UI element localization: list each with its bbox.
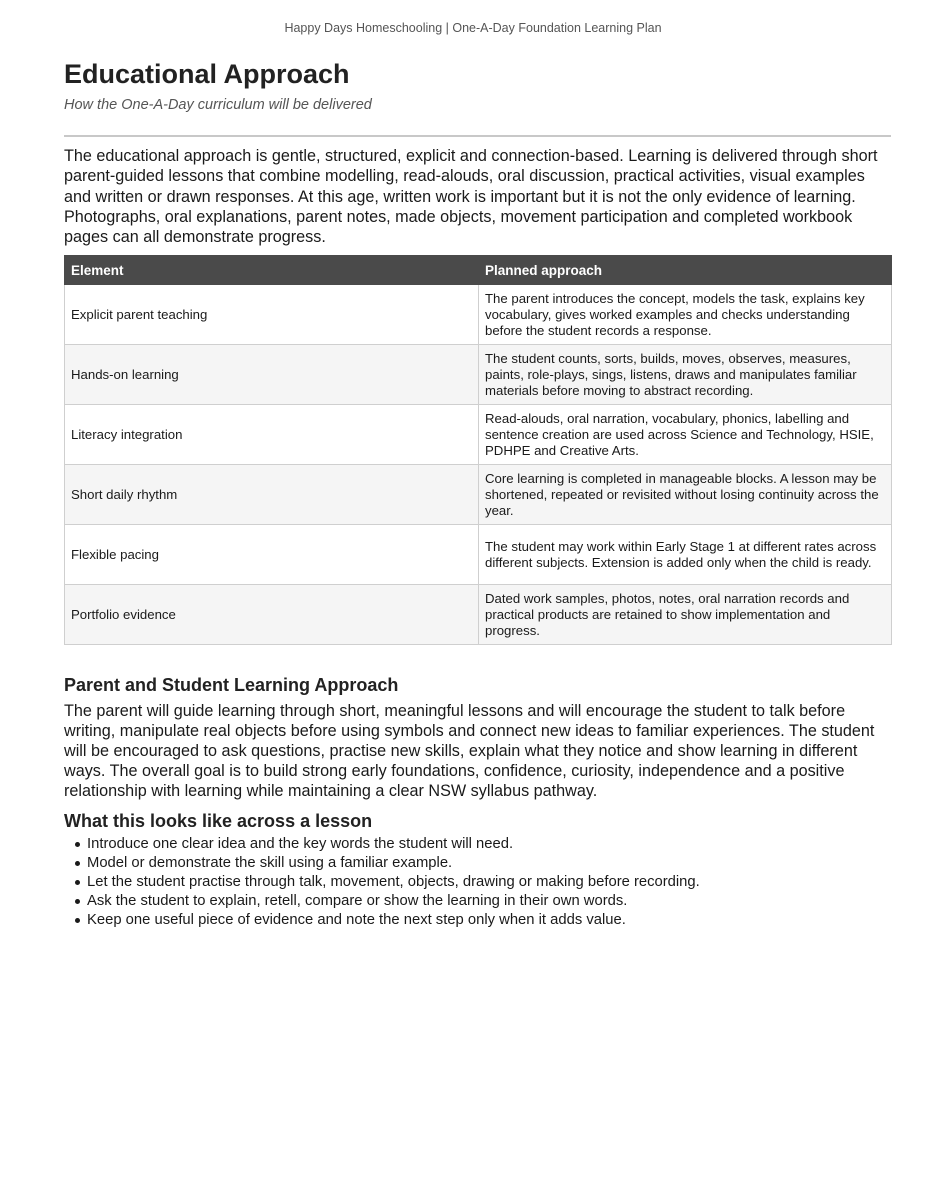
running-header: Happy Days Homeschooling | One-A-Day Foundation Learning Plan: [284, 21, 662, 35]
table-row: [65, 465, 892, 525]
list-item: Ask the student to explain, retell, compare or show the learning in their own words.: [87, 892, 891, 911]
section-body-parent-student: The parent will guide learning through short, meaningful lessons and will encourage the student to talk before writing, manipulate real objects before using symbols and connect new ideas to familiar experiences. The student will be encouraged to ask questions, practise new skills, explain what they notice and show learning in different ways. The overall goal is to build strong early foundations, confidence, curiosity, independence and a positive relationship with learning while maintaining a clear NSW syllabus pathway.: [64, 702, 875, 801]
list-item: Keep one useful piece of evidence and note the next step only when it adds value.: [87, 911, 891, 930]
section-heading-parent-student: Parent and Student Learning Approach: [64, 675, 399, 696]
table-row: [65, 525, 892, 585]
lesson-steps-list: [64, 835, 891, 929]
table-row: [65, 405, 892, 465]
intro-paragraph: The educational approach is gentle, structured, explicit and connection-based. Learning is delivered through short parent-guided lessons that combine modelling, read-alouds, oral discussion, practical activities, visual examples and written or drawn responses. At this age, written work is important but it is not the only evidence of learning. Photographs, oral explanations, parent notes, made objects, movement participation and completed workbook pages can all demonstrate progress.: [64, 147, 878, 247]
table-row: [65, 285, 892, 345]
list-item: Let the student practise through talk, movement, objects, drawing or making before recording.: [87, 873, 891, 892]
page-content: [64, 56, 891, 929]
table-row: [65, 585, 892, 645]
element-cell: Portfolio evidence: [65, 585, 479, 645]
approach-cell: Dated work samples, photos, notes, oral narration records and practical products are retained to show implementation and progress.: [479, 585, 892, 645]
table-row: [65, 345, 892, 405]
element-cell: Literacy integration: [65, 405, 479, 465]
page-subtitle: How the One-A-Day curriculum will be delivered: [64, 97, 372, 113]
approach-table: [64, 255, 892, 645]
approach-cell: Core learning is completed in manageable blocks. A lesson may be shortened, repeated or revisited without losing continuity across the year.: [479, 465, 892, 525]
element-cell: Flexible pacing: [65, 525, 479, 585]
element-cell: Hands-on learning: [65, 345, 479, 405]
element-cell: Explicit parent teaching: [65, 285, 479, 345]
approach-cell: The student may work within Early Stage 1 at different rates across different subjects. Extension is added only when the child is ready.: [479, 525, 892, 585]
divider: [64, 135, 891, 137]
approach-cell: The student counts, sorts, builds, moves, observes, measures, paints, role-plays, sings, listens, draws and manipulates familiar materials before moving to abstract recording.: [479, 345, 892, 405]
section-heading-lesson: What this looks like across a lesson: [64, 811, 373, 832]
list-item: Model or demonstrate the skill using a familiar example.: [87, 854, 891, 873]
approach-cell: The parent introduces the concept, models the task, explains key vocabulary, gives worked examples and checks understanding before the student records a response.: [479, 285, 892, 345]
column-header-approach: Planned approach: [479, 256, 892, 285]
table-header-row: [65, 256, 892, 285]
element-cell: Short daily rhythm: [65, 465, 479, 525]
list-item: Introduce one clear idea and the key words the student will need.: [87, 835, 891, 854]
column-header-element: Element: [65, 256, 479, 285]
approach-cell: Read-alouds, oral narration, vocabulary, phonics, labelling and sentence creation are used across Science and Technology, HSIE, PDHPE and Creative Arts.: [479, 405, 892, 465]
page-title: Educational Approach: [64, 59, 350, 89]
